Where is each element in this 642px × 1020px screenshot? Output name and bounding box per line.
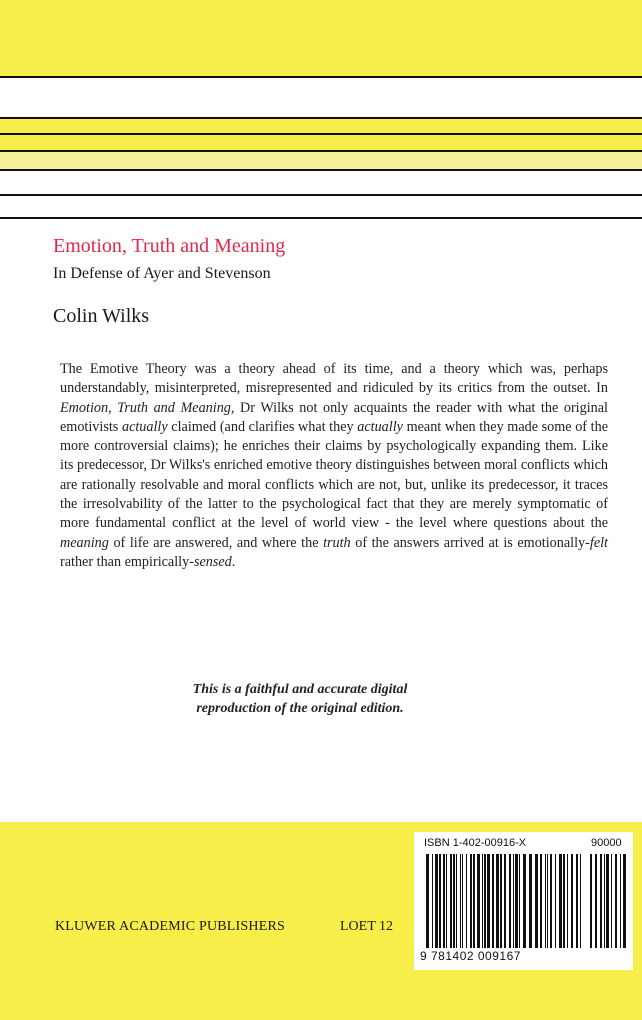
yellow-stripe: [0, 119, 642, 133]
rule-line: [0, 76, 642, 78]
reproduction-note-line: reproduction of the original edition.: [196, 701, 404, 716]
blurb-emphasis: meaning: [60, 534, 109, 551]
ean-barcode: [426, 854, 584, 948]
publisher-name: KLUWER ACADEMIC PUBLISHERS: [55, 919, 285, 934]
rule-line: [0, 169, 642, 171]
reproduction-note-line: This is a faithful and accurate digital: [192, 682, 408, 697]
blurb-emphasis: Emotion, Truth and Meaning: [60, 399, 231, 416]
reproduction-note: [130, 680, 470, 718]
series-label: LOET 12: [340, 919, 394, 934]
top-yellow-band: [0, 0, 642, 76]
price-code: 90000: [591, 837, 622, 849]
blurb-text: The Emotive Theory was a theory ahead of its time, and a theory which was, perhaps understandably, misinterpreted, misrepresented and ridiculed by its critics from the outset. In: [60, 361, 608, 397]
rule-line: [0, 217, 642, 219]
blurb-emphasis: actually: [357, 418, 403, 435]
blurb-text: .: [231, 553, 236, 570]
blurb-emphasis: truth: [323, 534, 351, 551]
barcode-label: [414, 832, 633, 970]
blurb-text: claimed (and clarifies what they: [167, 418, 358, 435]
blurb-text: rather than empirically-: [60, 553, 194, 570]
blurb-text: of the answers arrived at is emotionally-: [350, 534, 590, 551]
book-subtitle: In Defense of Ayer and Stevenson: [53, 265, 271, 282]
yellow-stripe: [0, 135, 642, 150]
pale-yellow-stripe: [0, 152, 642, 169]
author-name: Colin Wilks: [53, 305, 150, 327]
back-cover-blurb: [60, 360, 608, 572]
book-title: Emotion, Truth and Meaning: [53, 235, 286, 257]
blurb-text: of life are answered, and where the: [108, 534, 324, 551]
addon-barcode: [590, 854, 628, 948]
blurb-emphasis: actually: [121, 418, 168, 435]
rule-line: [0, 194, 642, 196]
isbn-text: ISBN 1-402-00916-X: [424, 837, 527, 849]
blurb-text: , Dr Wilks not only acquaints the reader with what the original emotivists: [60, 399, 608, 435]
blurb-emphasis: felt: [589, 534, 608, 551]
blurb-text: meant when they made some of the more controversial claims); he enriches their claims by psychologically expanding them. Like its predecessor, Dr Wilks's enriched emotive theory distinguishes between moral conflicts which are rationally resolvable and moral conflicts which are not, but, unlike its predecessor, it traces the irresolvability of the latter to the psychological fact that they are merely symptomatic of more fundamental conflict at the level of world view - the level where questions about the: [60, 418, 608, 532]
ean-digits: 9 781402 009167: [420, 949, 521, 963]
blurb-emphasis: sensed: [193, 553, 232, 570]
